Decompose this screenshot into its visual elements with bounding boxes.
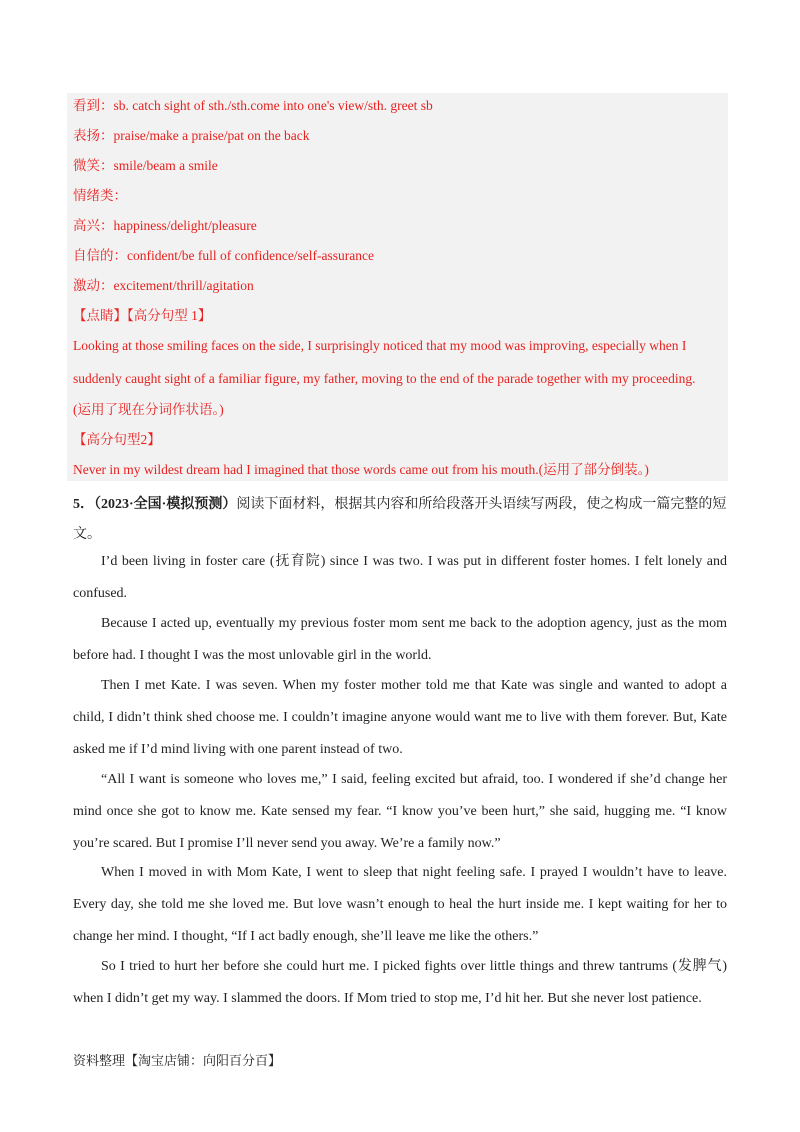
passage-paragraph: Then I met Kate. I was seven. When my foster mother told me that Kate was single and wanted to adopt a child, I didn’t think shed choose me. I couldn’t imagine anyone would want me to live with them forever. But, Kate asked me if I’d mind living with one parent instead of two. [73, 678, 727, 757]
footer-credit: 资料整理【淘宝店铺：向阳百分百】 [73, 1054, 282, 1069]
vocab-line: 看到：sb. catch sight of sth./sth.come into one's view/sth. greet sb [73, 98, 433, 113]
question-number: 5． [73, 497, 94, 512]
example-sentence: Never in my wildest dream had I imagined that those words came out from his mouth.(运用了部分倒装。) [73, 462, 649, 477]
vocab-line: 激动：excitement/thrill/agitation [73, 278, 254, 293]
passage-paragraph: When I moved in with Mom Kate, I went to sleep that night feeling safe. I prayed I wouldn’t have to leave. Every day, she told me she loved me. But love wasn’t enough to heal the hurt inside me. I kept waiting for her to change her mind. I thought, “If I act badly enough, she’ll leave me like the others.” [73, 865, 727, 944]
grammar-note: (运用了现在分词作状语。) [73, 402, 224, 417]
highlight-heading: 【高分句型2】 [73, 432, 161, 447]
passage-paragraph: Because I acted up, eventually my previous foster mom sent me back to the adoption agency, just as the mom before had. I thought I was the most unlovable girl in the world. [73, 616, 727, 663]
question-header [73, 490, 727, 550]
example-sentence: Looking at those smiling faces on the side, I surprisingly noticed that my mood was improving, especially when I [73, 338, 687, 353]
example-sentence: suddenly caught sight of a familiar figure, my father, moving to the end of the parade together with my proceeding. [73, 371, 696, 386]
vocab-line: 微笑：smile/beam a smile [73, 158, 218, 173]
vocab-line: 情绪类： [73, 188, 127, 203]
passage-paragraph: I’d been living in foster care (抚育院) since I was two. I was put in different foster homes. I felt lonely and confused. [73, 554, 727, 601]
question-source: （2023·全国·模拟预测） [94, 497, 237, 512]
question-instruction: 阅读下面材料，根据其内容和所给段落开头语续写两段，使之构成一篇完整的短文。 [73, 497, 727, 542]
passage-paragraph: “All I want is someone who loves me,” I said, feeling excited but afraid, too. I wondered if she’d change her mind once she got to know me. Kate sensed my fear. “I know you’ve been hurt,” she said, hugging me. “I know you’re scared. But I promise I’ll never send you away. We’re a family now.” [73, 772, 727, 851]
vocab-line: 表扬：praise/make a praise/pat on the back [73, 128, 310, 143]
vocab-line: 高兴：happiness/delight/pleasure [73, 218, 257, 233]
highlight-heading: 【点睛】【高分句型 1】 [73, 308, 212, 323]
vocab-line: 自信的：confident/be full of confidence/self-assurance [73, 248, 375, 263]
passage-paragraph: So I tried to hurt her before she could hurt me. I picked fights over little things and threw tantrums (发脾气) when I didn’t get my way. I slammed the doors. If Mom tried to stop me, I’d hit her. But she never lost patience. [73, 959, 727, 1006]
